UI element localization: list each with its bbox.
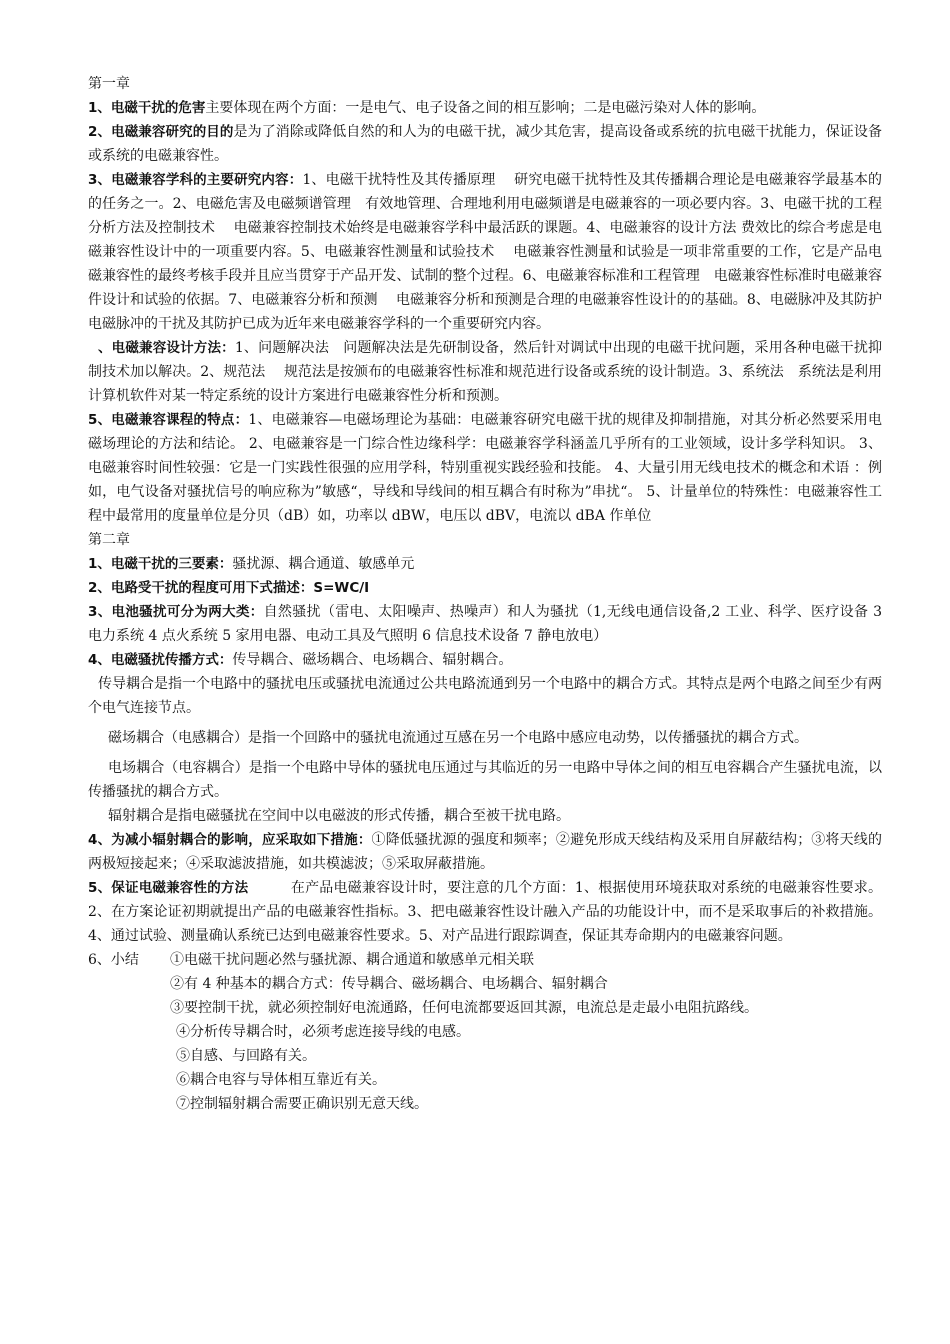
summary-item-4: ➃分析传导耦合时，必须考虑连接导线的电感。: [176, 1024, 470, 1040]
summary-item-1: ➀电磁干扰问题必然与骚扰源、耦合通道和敏感单元相关联: [170, 952, 534, 968]
ch1-item-4-head: 、电磁兼容设计方法：: [98, 340, 235, 356]
ch1-item-3-text: 1、电磁干扰特性及其传播原理 研究电磁干扰特性及其传播耦合理论是电磁兼容学最基本的的任务之一。2、电磁危害及电磁频谱管理 有效地管理、合理地利用电磁频谱是电磁兼容的一项必要内容。3、电磁干扰的工程分析方法及控制技术 电磁兼容控制技术始终是电磁兼容学科中最活跃的课题。4、电磁兼容的设计方法 费效比的综合考虑是电磁兼容性设计中的一项重要内容。5、电磁兼容性测量和试验技术 电磁兼容性测量和试验是一项非常重要的工作，它是产品电磁兼容性的最终考核手段并且应当贯穿于产品开发、试制的整个过程。6、电磁兼容标准和工程管理 电磁兼容性标准时电磁兼容件设计和试验的依据。7、电磁兼容分析和预测 电磁兼容分析和预测是合理的电磁兼容性设计的的基础。8、电磁脉冲及其防护 电磁脉冲的干扰及其防护已成为近年来电磁兼容学科的一个重要研究内容。: [88, 172, 896, 332]
electric-coupling-paragraph: 电场耦合（电容耦合）是指一个电路中导体的骚扰电压通过与其临近的另一电路中导体之间的相互电容耦合产生骚扰电流，以传播骚扰的耦合方式。: [88, 760, 882, 800]
ch2-item-5-head: 4、为减小辐射耦合的影响，应采取如下措施：: [88, 832, 372, 848]
summary-line-1: [88, 948, 882, 972]
ch1-item-1-head: 1、电磁干扰的危害: [88, 100, 206, 116]
summary-item-7: ➆控制辐射耦合需要正确识别无意天线。: [176, 1096, 428, 1112]
ch2-item-1-text: 骚扰源、耦合通道、敏感单元: [232, 556, 415, 572]
ch2-item-5-text: ➀降低骚扰源的强度和频率；➁避免形成天线结构及采用自屏蔽结构；➂将天线的两极短接起来；➃采取滤波措施，如共模滤波；➄采取屏蔽措施。: [88, 832, 882, 872]
ch1-item-3: [88, 168, 896, 336]
ch1-item-3-head: 3、电磁兼容学科的主要研究内容：: [88, 172, 303, 188]
ch1-item-2-text: 是为了消除或降低自然的和人为的电磁干扰，减少其危害，提高设备或系统的抗电磁干扰能力，保证设备或系统的电磁兼容性。: [88, 124, 882, 164]
document: [88, 72, 896, 1116]
conductive-coupling-paragraph: 传导耦合是指一个电路中的骚扰电压或骚扰电流通过公共电路流通到另一个电路中的耦合方式。其特点是两个电路之间至少有两个电气连接节点。: [88, 676, 882, 716]
ch2-item-1-head: 1、电磁干扰的三要素：: [88, 556, 233, 572]
ch2-item-4: [88, 648, 882, 672]
ch1-item-5: [88, 408, 882, 528]
ch2-item-6-head: 5、保证电磁兼容性的方法: [88, 880, 249, 896]
ch2-item-6-text: 在产品电磁兼容设计时，要注意的几个方面：1、根据使用环境获取对系统的电磁兼容性要求。2、在方案论证初期就提出产品的电磁兼容性指标。3、把电磁兼容性设计融入产品的功能设计中，而不是采取事后的补救措施。4、通过试验、测量确认系统已达到电磁兼容性要求。5、对产品进行跟踪调查，保证其寿命期内的电磁兼容问题。: [88, 880, 882, 944]
summary-item-3: ➂要控制干扰，就必须控制好电流通路，任何电流都要返回其源，电流总是走最小电阻抗路线。: [170, 1000, 758, 1016]
magnetic-coupling-paragraph: 磁场耦合（电感耦合）是指一个回路中的骚扰电流通过互感在另一个电路中感应电动势，以传播骚扰的耦合方式。: [108, 730, 808, 746]
ch2-item-4-head: 4、电磁骚扰传播方式：: [88, 652, 233, 668]
ch1-item-5-head: 5、电磁兼容课程的特点：: [88, 412, 249, 428]
summary-item-2: ➁有 4 种基本的耦合方式：传导耦合、磁场耦合、电场耦合、辐射耦合: [170, 976, 608, 992]
ch2-item-2-head: 2、电路受干扰的程度可用下式描述：S=WC/I: [88, 580, 370, 596]
ch2-item-4-text: 传导耦合、磁场耦合、电场耦合、辐射耦合。: [232, 652, 513, 668]
ch1-item-4-text: 1、问题解决法 问题解决法是先研制设备，然后针对调试中出现的电磁干扰问题，采用各种电磁干扰抑制技术加以解决。2、规范法 规范法是按颁布的电磁兼容性标准和规范进行设备或系统的设计制造。3、系统法 系统法是利用计算机软件对某一特定系统的设计方案进行电磁兼容性分析和预测。: [88, 340, 883, 404]
ch1-item-5-text: 1、电磁兼容—电磁场理论为基础：电磁兼容研究电磁干扰的规律及抑制措施，对其分析必然要采用电磁场理论的方法和结论。 2、电磁兼容是一门综合性边缘科学：电磁兼容学科涵盖几乎所有的工业领域，设计多学科知识。 3、电磁兼容时间性较强：它是一门实践性很强的应用学科，特别重视实践经验和技能。 4、大量引用无线电技术的概念和术语 ：例如，电气设备对骚扰信号的响应称为”敏感“，导线和导线间的相互耦合有时称为”串扰“。 5、计量单位的特殊性：电磁兼容性工程中最常用的度量单位是分贝（dB）如，功率以 dBW，电压以 dBV，电流以 dBA 作单位: [88, 412, 882, 524]
ch2-item-2: [88, 576, 882, 600]
ch2-item-3: [88, 600, 882, 648]
summary-item-6: ➅耦合电容与导体相互靠近有关。: [176, 1072, 386, 1088]
ch2-item-3-text: 自然骚扰（雷电、太阳噪声、热噪声）和人为骚扰（1,无线电通信设备,2 工业、科学、医疗设备 3 电力系统 4 点火系统 5 家用电器、电动工具及气照明 6 信息技术设备 7 静电放电）: [88, 604, 882, 644]
ch1-item-2-head: 2、电磁兼容研究的目的: [88, 124, 234, 140]
radiation-coupling-paragraph: 辐射耦合是指电磁骚扰在空间中以电磁波的形式传播，耦合至被干扰电路。: [108, 808, 570, 824]
ch2-item-5: [88, 828, 882, 876]
summary-label: 6、小结: [88, 952, 139, 968]
ch1-item-4: [88, 336, 882, 408]
summary-item-5: ➄自感、与回路有关。: [176, 1048, 316, 1064]
ch1-item-1: [88, 96, 882, 120]
ch2-item-3-head: 3、电池骚扰可分为两大类：: [88, 604, 264, 620]
chapter-1-heading: 第一章: [88, 76, 130, 92]
ch2-item-1: [88, 552, 882, 576]
ch1-item-1-text: 主要体现在两个方面：一是电气、电子设备之间的相互影响；二是电磁污染对人体的影响。: [205, 100, 766, 116]
chapter-2-heading: 第二章: [88, 532, 130, 548]
ch2-item-6: [88, 876, 882, 948]
ch1-item-2: [88, 120, 882, 168]
